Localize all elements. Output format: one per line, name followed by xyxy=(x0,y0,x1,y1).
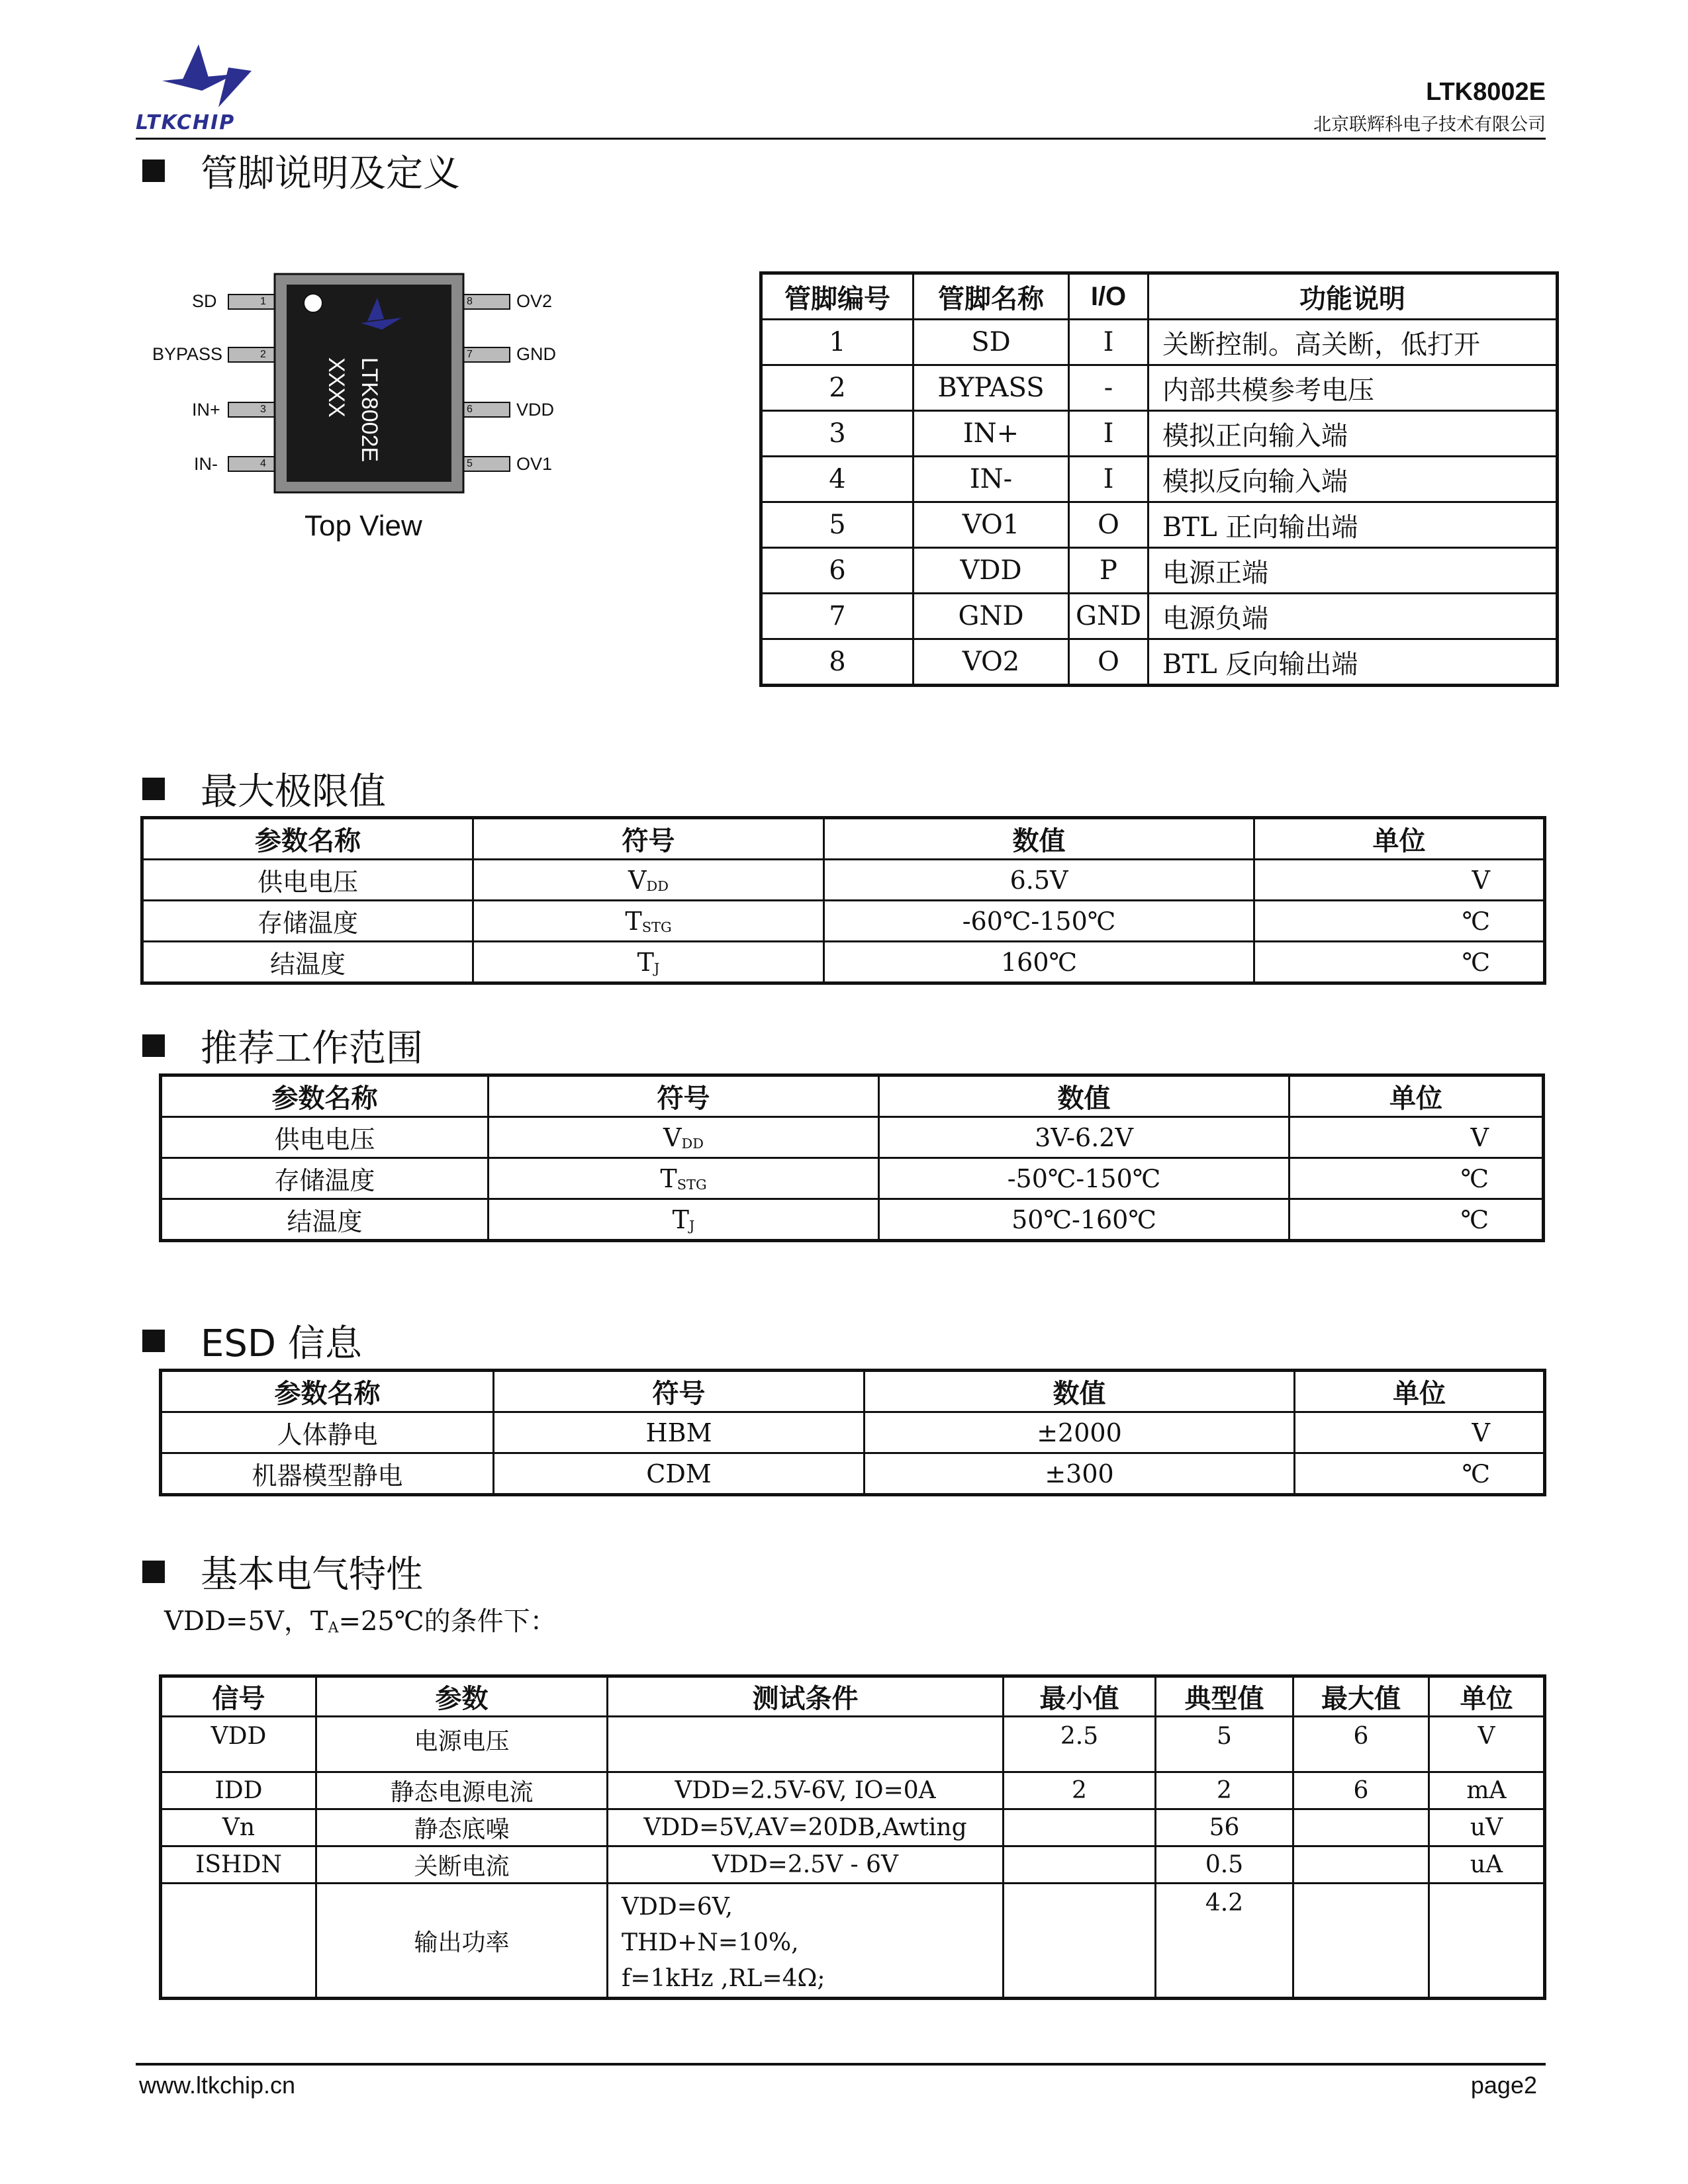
table-cell: I xyxy=(1069,320,1149,365)
bullet-square-icon xyxy=(142,1034,165,1057)
table-cell: BTL 反向输出端 xyxy=(1149,639,1558,686)
value-cell: 160℃ xyxy=(824,942,1254,983)
symbol-base: T xyxy=(625,906,642,936)
column-header: 数值 xyxy=(865,1371,1295,1412)
symbol-base: V xyxy=(663,1122,682,1152)
column-header: I/O xyxy=(1069,273,1149,320)
test-condition-cell xyxy=(608,1884,1004,1999)
footer-rule xyxy=(136,2063,1546,2066)
symbol-cell xyxy=(489,1117,879,1158)
symbol-cell xyxy=(473,942,824,983)
table-cell: VO1 xyxy=(914,502,1069,548)
table-cell: 3 xyxy=(761,411,914,457)
column-header: 测试条件 xyxy=(608,1676,1004,1717)
recommended-range-table xyxy=(159,1073,1545,1242)
table-cell: 电源负端 xyxy=(1149,594,1558,639)
table-cell xyxy=(1293,1846,1429,1884)
table-cell xyxy=(1004,1884,1156,1999)
table-cell: 2 xyxy=(1156,1772,1293,1809)
pinout-caption: Top View xyxy=(305,510,422,542)
condition-line: f=1kHz ,RL=4Ω; xyxy=(622,1965,825,1992)
bullet-square-icon xyxy=(142,159,165,182)
column-header: 单位 xyxy=(1429,1676,1545,1717)
table-row xyxy=(761,457,1558,502)
table-cell: 输出功率 xyxy=(316,1884,608,1999)
table-cell: 模拟正向输入端 xyxy=(1149,411,1558,457)
table-cell: 模拟反向输入端 xyxy=(1149,457,1558,502)
table-cell: VDD=2.5V - 6V xyxy=(608,1846,1004,1884)
table-header-row xyxy=(161,1371,1545,1412)
param-name-cell: 结温度 xyxy=(142,942,473,983)
table-cell: VDD=2.5V-6V, IO=0A xyxy=(608,1772,1004,1809)
bullet-square-icon xyxy=(142,778,165,800)
table-cell: 内部共模参考电压 xyxy=(1149,365,1558,411)
footer-page-number: page2 xyxy=(1470,2071,1537,2099)
table-cell: VO2 xyxy=(914,639,1069,686)
table-cell: ℃ xyxy=(1295,1453,1545,1495)
table-cell xyxy=(608,1717,1004,1772)
pin-number-5: 5 xyxy=(467,458,473,469)
unit-cell: V xyxy=(1254,860,1545,901)
bullet-square-icon xyxy=(142,1330,165,1352)
table-cell xyxy=(1293,1884,1429,1999)
table-cell: V xyxy=(1429,1717,1545,1772)
table-row xyxy=(161,1453,1545,1495)
table-cell: 5 xyxy=(761,502,914,548)
table-cell: VDD=5V,AV=20DB,Awting xyxy=(608,1809,1004,1846)
condition-line: THD+N=10%, xyxy=(622,1929,799,1956)
pin-number-3: 3 xyxy=(260,404,266,415)
param-name-cell: 存储温度 xyxy=(161,1158,489,1199)
table-cell: O xyxy=(1069,502,1149,548)
pin-label-right-6: VDD xyxy=(516,400,555,420)
column-header: 单位 xyxy=(1289,1075,1544,1117)
header-rule xyxy=(136,138,1546,140)
table-row xyxy=(161,1717,1545,1772)
table-cell: 8 xyxy=(761,639,914,686)
pin-number-2: 2 xyxy=(260,349,266,360)
typ-value-cell: 4.2 xyxy=(1156,1884,1293,1999)
table-cell: 关断电流 xyxy=(316,1846,608,1884)
value-cell: -60℃-150℃ xyxy=(824,901,1254,942)
pin-number-7: 7 xyxy=(467,349,473,360)
table-cell: Vn xyxy=(161,1809,316,1846)
symbol-base: T xyxy=(637,947,654,977)
bullet-square-icon xyxy=(142,1561,165,1583)
table-cell xyxy=(1429,1884,1545,1999)
table-cell: BYPASS xyxy=(914,365,1069,411)
table-cell: 5 xyxy=(1156,1717,1293,1772)
column-header: 参数名称 xyxy=(161,1075,489,1117)
table-cell: 电源正端 xyxy=(1149,548,1558,594)
pin-number-6: 6 xyxy=(467,404,473,415)
table-cell: VDD xyxy=(914,548,1069,594)
unit-cell: ℃ xyxy=(1254,942,1545,983)
table-cell: 电源电压 xyxy=(316,1717,608,1772)
doc-title: LTK8002E xyxy=(1426,78,1546,106)
table-cell xyxy=(161,1884,316,1999)
value-cell: 3V-6.2V xyxy=(879,1117,1289,1158)
symbol-base: T xyxy=(660,1163,677,1193)
pin-label-right-8: OV2 xyxy=(516,291,553,311)
param-name-cell: 供电电压 xyxy=(142,860,473,901)
table-cell: 1 xyxy=(761,320,914,365)
table-cell: HBM xyxy=(494,1412,865,1453)
table-row xyxy=(761,548,1558,594)
value-cell: 50℃-160℃ xyxy=(879,1199,1289,1241)
column-header: 单位 xyxy=(1254,818,1545,860)
table-cell: GND xyxy=(914,594,1069,639)
column-header: 最大值 xyxy=(1293,1676,1429,1717)
table-row xyxy=(161,1772,1545,1809)
table-row xyxy=(161,1199,1544,1241)
table-cell: IN- xyxy=(914,457,1069,502)
symbol-subscript: J xyxy=(653,960,660,976)
company-name: 北京联辉科电子技术有限公司 xyxy=(1313,114,1546,135)
table-cell: 6 xyxy=(1293,1717,1429,1772)
column-header: 参数名称 xyxy=(161,1371,494,1412)
table-cell: V xyxy=(1295,1412,1545,1453)
table-cell: 2 xyxy=(1004,1772,1156,1809)
pin-number-4: 4 xyxy=(260,458,266,469)
esd-table xyxy=(159,1369,1546,1496)
table-cell xyxy=(1004,1846,1156,1884)
column-header: 数值 xyxy=(824,818,1254,860)
unit-cell: V xyxy=(1289,1117,1544,1158)
table-cell: 7 xyxy=(761,594,914,639)
pin-label-right-5: OV1 xyxy=(516,454,553,474)
table-cell: uV xyxy=(1429,1809,1545,1846)
column-header: 信号 xyxy=(161,1676,316,1717)
table-row xyxy=(761,320,1558,365)
table-cell: 4 xyxy=(761,457,914,502)
column-header: 符号 xyxy=(489,1075,879,1117)
table-cell: mA xyxy=(1429,1772,1545,1809)
symbol-subscript: STG xyxy=(677,1176,707,1193)
table-cell: ±300 xyxy=(865,1453,1295,1495)
unit-cell: ℃ xyxy=(1289,1199,1544,1241)
table-row xyxy=(161,1117,1544,1158)
param-name-cell: 存储温度 xyxy=(142,901,473,942)
table-cell: O xyxy=(1069,639,1149,686)
test-condition-note: VDD=5V，TA=25℃的条件下： xyxy=(164,1606,557,1637)
symbol-base: V xyxy=(628,865,647,895)
column-header: 数值 xyxy=(879,1075,1289,1117)
table-cell: ISHDN xyxy=(161,1846,316,1884)
column-header: 管脚编号 xyxy=(761,273,914,320)
table-cell: P xyxy=(1069,548,1149,594)
symbol-subscript: DD xyxy=(681,1135,704,1152)
table-cell: 56 xyxy=(1156,1809,1293,1846)
table-cell: GND xyxy=(1069,594,1149,639)
pin-number-8: 8 xyxy=(467,296,473,307)
table-header-row xyxy=(161,1075,1544,1117)
value-cell: -50℃-150℃ xyxy=(879,1158,1289,1199)
column-header: 功能说明 xyxy=(1149,273,1558,320)
table-cell: I xyxy=(1069,457,1149,502)
section-heading-max: 最大极限值 xyxy=(142,762,386,815)
table-header-row xyxy=(142,818,1545,860)
chip-mark: XXXX xyxy=(324,357,349,418)
symbol-subscript: STG xyxy=(641,919,672,935)
pinout-diagram xyxy=(142,265,573,556)
table-cell: VDD xyxy=(161,1717,316,1772)
table-row xyxy=(761,594,1558,639)
table-cell: I xyxy=(1069,411,1149,457)
table-cell: ±2000 xyxy=(865,1412,1295,1453)
table-row xyxy=(161,1809,1545,1846)
table-cell: 2.5 xyxy=(1004,1717,1156,1772)
table-row xyxy=(761,639,1558,686)
table-header-row xyxy=(161,1676,1545,1717)
table-row xyxy=(161,1846,1545,1884)
symbol-subscript: J xyxy=(688,1217,695,1234)
pin-label-left-3: IN+ xyxy=(192,400,220,420)
column-header: 参数名称 xyxy=(142,818,473,860)
table-cell xyxy=(1293,1809,1429,1846)
table-cell: 机器模型静电 xyxy=(161,1453,494,1495)
column-header: 典型值 xyxy=(1156,1676,1293,1717)
column-header: 符号 xyxy=(473,818,824,860)
condition-line: VDD=6V, xyxy=(622,1893,733,1921)
symbol-base: T xyxy=(672,1205,689,1234)
column-header: 参数 xyxy=(316,1676,608,1717)
symbol-cell xyxy=(473,860,824,901)
table-cell: IDD xyxy=(161,1772,316,1809)
unit-cell: ℃ xyxy=(1254,901,1545,942)
pin-label-right-7: GND xyxy=(516,344,556,364)
max-ratings-table xyxy=(140,816,1546,985)
section-heading-pins: 管脚说明及定义 xyxy=(142,144,460,197)
pin-label-left-2: BYPASS xyxy=(152,344,223,364)
param-name-cell: 供电电压 xyxy=(161,1117,489,1158)
table-row xyxy=(142,942,1545,983)
table-cell: uA xyxy=(1429,1846,1545,1884)
table-cell: 静态电源电流 xyxy=(316,1772,608,1809)
symbol-cell xyxy=(489,1199,879,1241)
param-name-cell: 结温度 xyxy=(161,1199,489,1241)
table-cell: 6 xyxy=(761,548,914,594)
pin-definition-table xyxy=(759,271,1559,687)
table-cell xyxy=(1004,1809,1156,1846)
footer-website: www.ltkchip.cn xyxy=(139,2071,296,2099)
pin-number-1: 1 xyxy=(260,296,266,307)
section-heading-electrical: 基本电气特性 xyxy=(142,1545,423,1598)
electrical-characteristics-table xyxy=(159,1674,1546,2000)
table-row xyxy=(142,860,1545,901)
value-cell: 6.5V xyxy=(824,860,1254,901)
column-header: 符号 xyxy=(494,1371,865,1412)
symbol-cell xyxy=(489,1158,879,1199)
table-cell: 关断控制。高关断，低打开 xyxy=(1149,320,1558,365)
table-row xyxy=(161,1412,1545,1453)
table-cell: CDM xyxy=(494,1453,865,1495)
table-row xyxy=(161,1884,1545,1999)
table-header-row xyxy=(761,273,1558,320)
table-row xyxy=(161,1158,1544,1199)
table-cell: - xyxy=(1069,365,1149,411)
section-heading-recommended: 推荐工作范围 xyxy=(142,1019,423,1072)
table-row xyxy=(142,901,1545,942)
table-cell: 0.5 xyxy=(1156,1846,1293,1884)
table-cell: 2 xyxy=(761,365,914,411)
pin-label-left-4: IN- xyxy=(194,454,218,474)
table-cell: 6 xyxy=(1293,1772,1429,1809)
table-row xyxy=(761,411,1558,457)
chip-label xyxy=(355,357,382,384)
unit-cell: ℃ xyxy=(1289,1158,1544,1199)
column-header: 管脚名称 xyxy=(914,273,1069,320)
symbol-cell xyxy=(473,901,824,942)
table-cell: BTL 正向输出端 xyxy=(1149,502,1558,548)
table-cell: 静态底噪 xyxy=(316,1809,608,1846)
symbol-subscript: DD xyxy=(646,878,669,894)
table-row xyxy=(761,365,1558,411)
table-cell: IN+ xyxy=(914,411,1069,457)
table-row xyxy=(761,502,1558,548)
column-header: 最小值 xyxy=(1004,1676,1156,1717)
section-heading-esd: ESD 信息 xyxy=(142,1314,362,1367)
table-cell: SD xyxy=(914,320,1069,365)
table-cell: 人体静电 xyxy=(161,1412,494,1453)
column-header: 单位 xyxy=(1295,1371,1545,1412)
pin-label-left-1: SD xyxy=(192,291,217,311)
logo-text: LTKCHIP xyxy=(136,111,236,134)
